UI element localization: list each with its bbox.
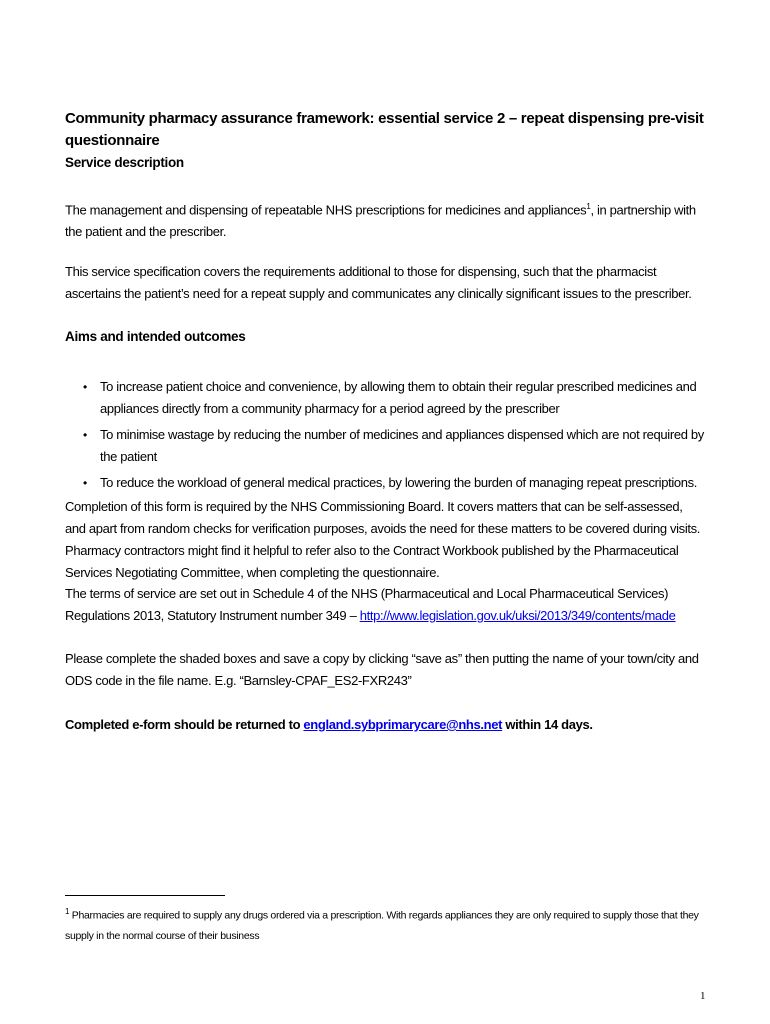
- footnote-divider: [65, 895, 225, 896]
- return-note-text: Completed e-form should be returned to: [65, 717, 304, 732]
- list-item-text: To reduce the workload of general medical practices, by lowering the burden of managing repeat prescriptions.: [100, 475, 698, 490]
- return-note: [65, 714, 705, 736]
- aims-list: [65, 376, 710, 498]
- bullet-icon: •: [83, 428, 87, 442]
- document-title: [65, 108, 725, 152]
- aims-section: [65, 326, 245, 348]
- return-note-deadline: within 14 days.: [502, 717, 593, 732]
- footnote: [65, 902, 715, 946]
- bullet-icon: •: [83, 476, 87, 490]
- page-number: 1: [700, 990, 706, 1002]
- terms-text: The terms of service are set out in Schedule 4 of the NHS (Pharmaceutical and Local Pharmaceutical Services) Regulations 2013, Statutory Instrument number 349 –: [65, 586, 669, 623]
- footnote-text: Pharmacies are required to supply any drugs ordered via a prescription. With regards appliances they are only required to supply those that they supply in the normal course of their business: [65, 909, 699, 942]
- instructions-paragraph: Please complete the shaded boxes and save a copy by clicking “save as” then putting the name of your town/city and ODS code in the file name. E.g. “Barnsley-CPAF_ES2-FXR243”: [65, 651, 699, 688]
- list-item: [65, 424, 710, 468]
- footnote-reference[interactable]: 1: [586, 202, 591, 211]
- legislation-link[interactable]: http://www.legislation.gov.uk/uksi/2013/349/contents/made: [359, 608, 676, 623]
- aims-heading: Aims and intended outcomes: [65, 329, 246, 344]
- list-item: [65, 376, 710, 420]
- page-title: Community pharmacy assurance framework: essential service 2 – repeat dispensing pre-visit questionnaire: [65, 110, 704, 149]
- service-description-heading: Service description: [65, 155, 184, 170]
- completion-paragraph: Completion of this form is required by the NHS Commissioning Board. It covers matters that can be self-assessed, and apart from random checks for verification purposes, avoids the need for these matters to be covered during visits. Pharmacy contractors might find it helpful to refer also to the Contract Workbook published by the Pharmaceutical Services Negotiating Committee, when completing the questionnaire.: [65, 499, 701, 580]
- email-link[interactable]: england.sybprimarycare@nhs.net: [303, 717, 503, 732]
- list-item: [65, 472, 710, 494]
- paragraph-text: The management and dispensing of repeatable NHS prescriptions for medicines and appliances: [65, 202, 587, 218]
- list-item-text: To minimise wastage by reducing the number of medicines and appliances dispensed which are not required by the patient: [100, 427, 704, 464]
- list-item-text: To increase patient choice and convenience, by allowing them to obtain their regular prescribed medicines and appliances directly from a community pharmacy for a period agreed by the prescriber: [100, 379, 697, 416]
- service-description-section: [65, 152, 184, 174]
- bullet-icon: •: [83, 380, 87, 394]
- paragraph-text-continued: , in partnership with the patient and the prescriber.: [65, 202, 696, 240]
- terms-paragraph: [65, 583, 705, 627]
- service-description-paragraph-2: This service specification covers the requirements additional to those for dispensing, such that the pharmacist ascertains the patient’s need for a repeat supply and communicates any clinically significant issues to the prescriber.: [65, 264, 692, 301]
- service-description-paragraph-1: [65, 196, 705, 243]
- footnote-marker: 1: [65, 907, 70, 916]
